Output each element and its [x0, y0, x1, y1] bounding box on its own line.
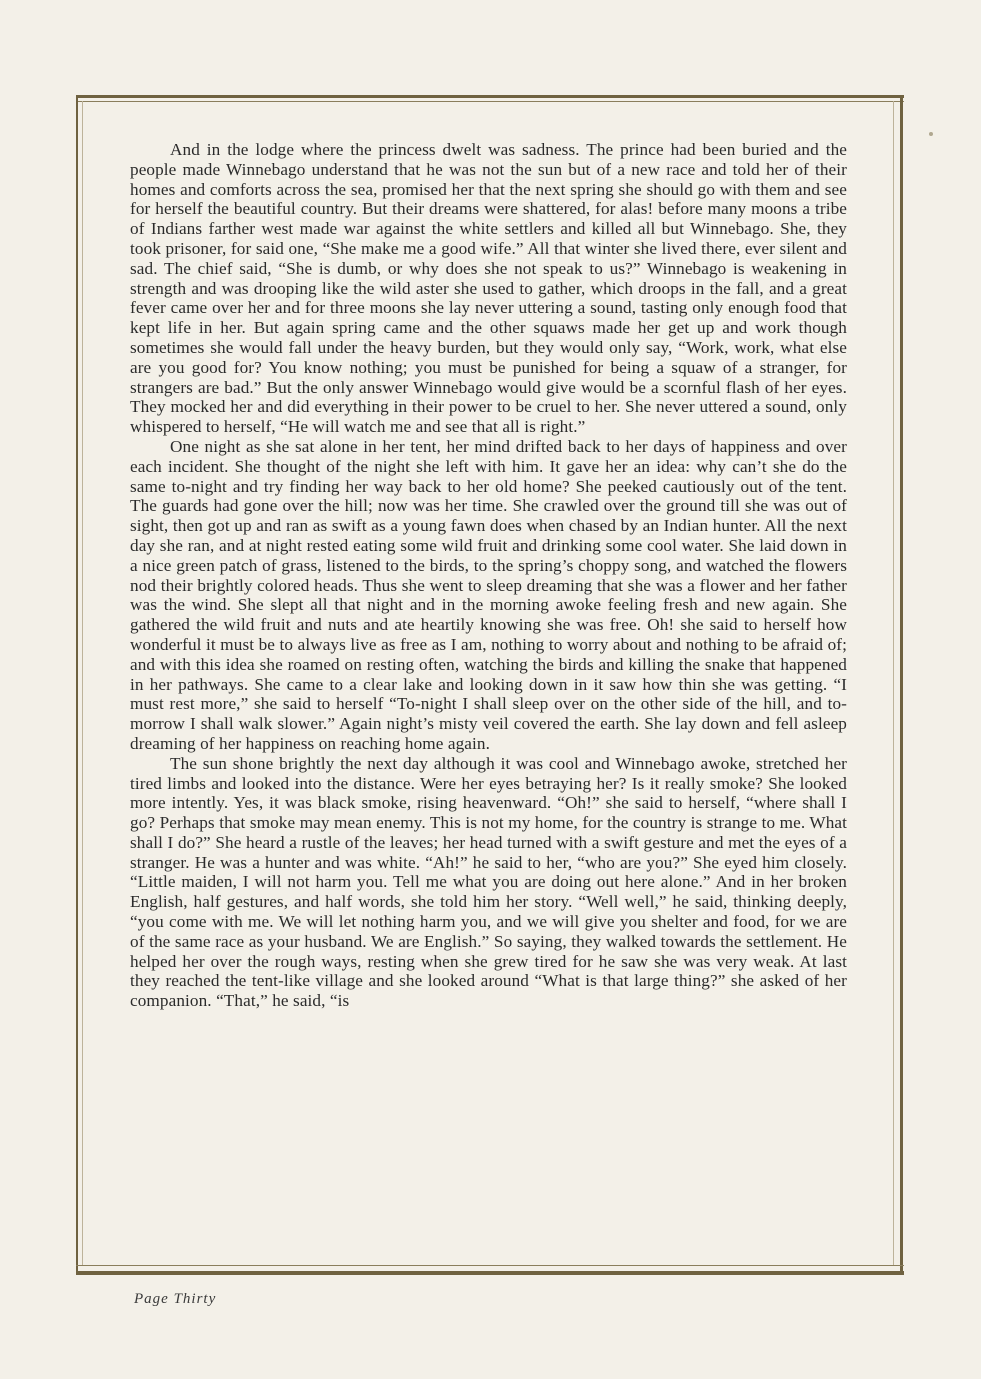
border-rule-bottom: [76, 1271, 904, 1275]
border-rule-top-inner: [76, 101, 904, 102]
border-rule-top: [76, 95, 904, 98]
page-number-label: Page Thirty: [134, 1291, 217, 1307]
body-text: [130, 140, 847, 1011]
border-rule-right-inner: [893, 101, 894, 1266]
border-rule-bottom-inner: [76, 1265, 904, 1266]
margin-speck: [929, 132, 933, 136]
paragraph-2: One night as she sat alone in her tent, her mind drifted back to her days of happiness and over each incident. She thought of the night she left with him. It gave her an idea: why can’t she do the same to-night and try finding her way back to her old home? She peeked cautiously out of the tent. The guards had gone over the hill; now was her time. She crawled over the ground till she was out of sight, then got up and ran as swift as a young fawn does when chased by an Indian hunter. All the next day she ran, and at night rested eating some wild fruit and drinking some cool water. She laid down in a nice green patch of grass, listened to the birds, to the spring’s choppy song, and watched the flowers nod their brightly colored heads. Thus she went to sleep dreaming that she was a flower and her father was the wind. She slept all that night and in the morning awoke feeling fresh and new again. She gathered the wild fruit and nuts and ate heartily knowing she was free. Oh! she said to herself how wonderful it must be to always live as free as I am, nothing to worry about and nothing to be afraid of; and with this idea she roamed on resting often, watching the birds and killing the snake that happened in her pathways. She came to a clear lake and looking down in it saw how thin she was getting. “I must rest more,” she said to herself “To-night I shall sleep over on the other side of the hill, and to-morrow I shall walk slower.” Again night’s misty veil covered the earth. She lay down and fell asleep dreaming of her happiness on reaching home again.: [130, 436, 847, 753]
border-rule-left-inner: [82, 101, 83, 1266]
border-rule-right: [900, 95, 903, 1275]
paragraph-1: And in the lodge where the princess dwelt was sadness. The prince had been buried and the people made Winnebago understand that he was not the sun but of a new race and told her of their homes and comforts across the sea, promised her that the next spring she should go with them and see for herself the beautiful country. But their dreams were shattered, for alas! before many moons a tribe of Indians farther west made war against the white settlers and killed all but Winnebago. She, they took prisoner, for said one, “She make me a good wife.” All that winter she lived there, ever silent and sad. The chief said, “She is dumb, or why does she not speak to us?” Winnebago is weakening in strength and was drooping like the wild aster she used to gather, which droops in the fall, and a great fever came over her and for three moons she lay never uttering a sound, tasting only enough food that kept life in her. But again spring came and the other squaws made her get up and work though sometimes she would fall under the heavy burden, but they would only say, “Work, work, what else are you good for? You know nothing; you must be punished for being a squaw of a stranger, for strangers are bad.” But the only answer Winnebago would give would be a scornful flash of her eyes. They mocked her and did everything in their power to be cruel to her. She never uttered a sound, only whispered to herself, “He will watch me and see that all is right.”: [130, 140, 847, 437]
border-rule-left: [76, 95, 78, 1275]
paragraph-3: The sun shone brightly the next day although it was cool and Winnebago awoke, stretched her tired limbs and looked into the distance. Were her eyes betraying her? Is it really smoke? She looked more intently. Yes, it was black smoke, rising heavenward. “Oh!” she said to herself, “where shall I go? Perhaps that smoke may mean enemy. This is not my home, for the country is strange to me. What shall I do?” She heard a rustle of the leaves; her head turned with a swift gesture and met the eyes of a stranger. He was a hunter and was white. “Ah!” he said to her, “who are you?” She eyed him closely. “Little maiden, I will not harm you. Tell me what you are doing out here alone.” And in her broken English, half gestures, and half words, she told him her story. “Well well,” he said, thinking deeply, “you come with me. We will let nothing harm you, and we will give you shelter and food, for we are of the same race as your husband. We are English.” So saying, they walked towards the settlement. He helped her over the rough ways, resting when she grew tired for he saw she was very weak. At last they reached the tent-like village and she looked around “What is that large thing?” she asked of her companion. “That,” he said, “is: [130, 753, 847, 1011]
